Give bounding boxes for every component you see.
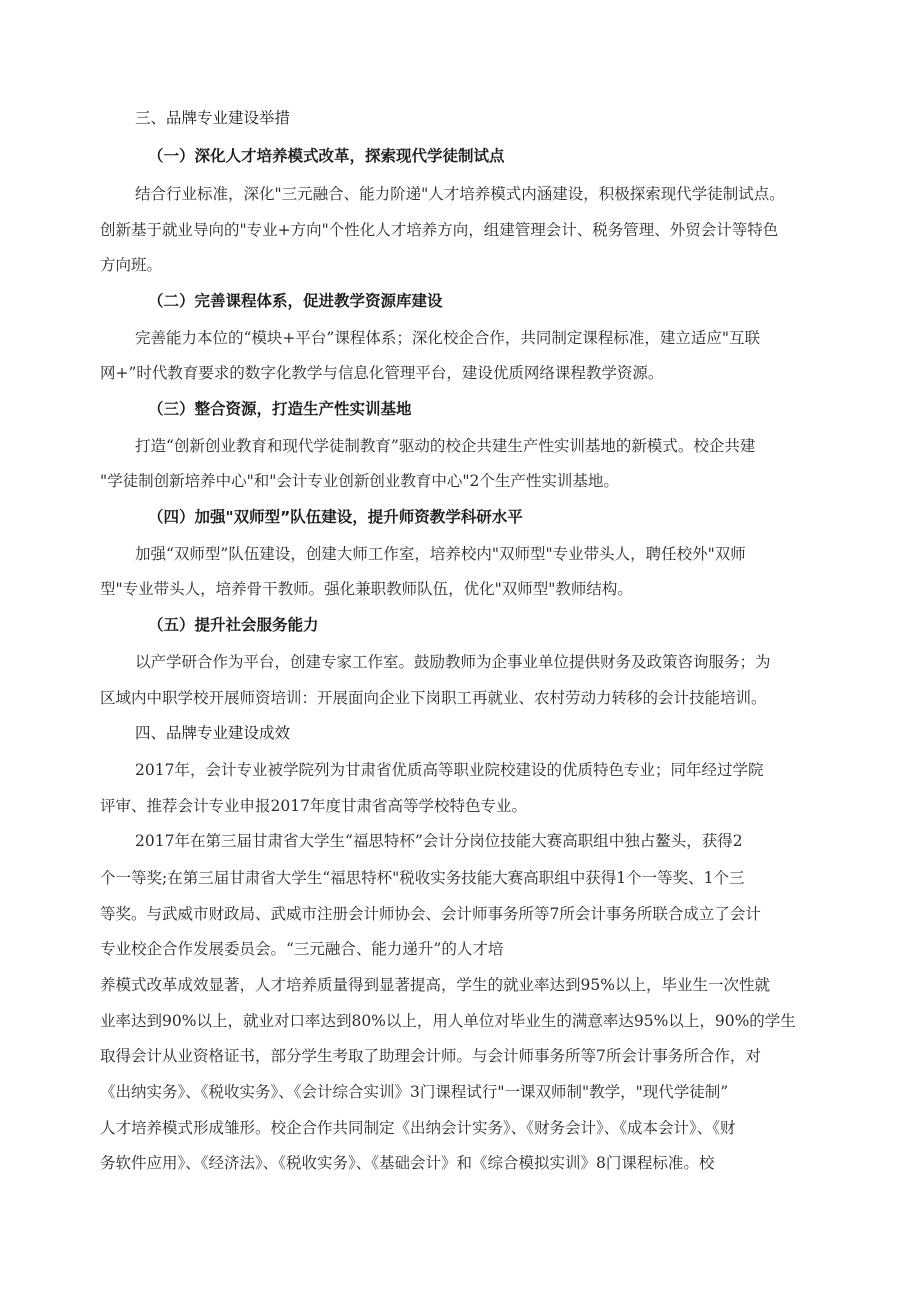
- paragraph-line: 完善能力本位的“模块+平台”课程体系；深化校企合作，共同制定课程标准，建立适应"互联: [135, 329, 760, 347]
- subsection-2-title: （二）完善课程体系，促进教学资源库建设: [148, 292, 443, 310]
- paragraph-line: 2017年，会计专业被学院列为甘肃省优质高等职业院校建设的优质特色专业；同年经过学院: [135, 761, 764, 779]
- paragraph-line: 结合行业标准，深化"三元融合、能力阶递"人才培养模式内涵建设，积极探索现代学徒制试点。: [135, 185, 785, 203]
- paragraph-line: 2017年在第三届甘肃省大学生“福思特杯”会计分岗位技能大赛高职组中独占鳌头，获得2: [135, 832, 743, 850]
- paragraph-line: 取得会计从业资格证书，部分学生考取了助理会计师。与会计师事务所等7所会计事务所合作，对: [100, 1047, 761, 1065]
- paragraph-line: 专业校企合作发展委员会。“三元融合、能力递升”的人才培: [100, 940, 504, 958]
- paragraph-line: 打造“创新创业教育和现代学徒制教育”驱动的校企共建生产性实训基地的新模式。校企共建: [135, 437, 756, 455]
- paragraph-line: 等奖。与武威市财政局、武威市注册会计师协会、会计师事务所等7所会计事务所联合成立了会计: [100, 905, 761, 923]
- paragraph-line: 网+”时代教育要求的数字化教学与信息化管理平台，建设优质网络课程教学资源。: [100, 364, 664, 382]
- paragraph-line: 养模式改革成效显著，人才培养质量得到显著提高，学生的就业率达到95%以上，毕业生一次性就: [100, 976, 770, 994]
- paragraph-line: 创新基于就业导向的"专业+方向"个性化人才培养方向，组建管理会计、税务管理、外贸会计等特色: [100, 221, 779, 239]
- paragraph-line: "学徒制创新培养中心"和"会计专业创新创业教育中心"2个生产性实训基地。: [100, 472, 619, 490]
- paragraph-line: 个一等奖;在第三届甘肃省大学生“福思特杯"税收实务技能大赛高职组中获得1个一等奖、1个三: [100, 869, 745, 887]
- section-3-heading: 三、品牌专业建设举措: [135, 109, 291, 127]
- subsection-5-title: （五）提升社会服务能力: [148, 616, 319, 634]
- paragraph-line: 评审、推荐会计专业申报2017年度甘肃省高等学校特色专业。: [100, 797, 527, 815]
- subsection-3-title: （三）整合资源，打造生产性实训基地: [148, 400, 412, 418]
- paragraph-line: 以产学研合作为平台，创建专家工作室。鼓励教师为企事业单位提供财务及政策咨询服务；为: [135, 653, 771, 671]
- paragraph-line: 方向班。: [100, 256, 163, 274]
- paragraph-line: 加强“双师型”队伍建设，创建大师工作室，培养校内"双师型"专业带头人，聘任校外"双师: [135, 545, 746, 563]
- paragraph-line: 型"专业带头人，培养骨干教师。强化兼职教师队伍，优化"双师型"教师结构。: [100, 580, 633, 598]
- paragraph-line: 人才培养模式形成雏形。校企合作共同制定《出纳会计实务》、《财务会计》、《成本会计》、《财: [100, 1119, 736, 1137]
- paragraph-line: 区域内中职学校开展师资培训：开展面向企业下岗职工再就业、农村劳动力转移的会计技能培训。: [100, 689, 767, 707]
- subsection-1-title: （一）深化人才培养模式改革，探索现代学徒制试点: [148, 147, 505, 165]
- paragraph-line: 务软件应用》、《经济法》、《税收实务》、《基础会计》和《综合模拟实训》8门课程标准。校: [100, 1154, 715, 1172]
- subsection-4-title: （四）加强"双师型”队伍建设，提升师资教学科研水平: [148, 508, 523, 526]
- paragraph-line: 业率达到90%以上，就业对口率达到80%以上，用人单位对毕业生的满意率达95%以上，90%的学生: [100, 1012, 796, 1030]
- paragraph-line: 《出纳实务》、《税收实务》、《会计综合实训》3门课程试行"一课双师制"教学，"现代学徒制”: [100, 1083, 729, 1101]
- section-4-heading: 四、品牌专业建设成效: [135, 724, 291, 742]
